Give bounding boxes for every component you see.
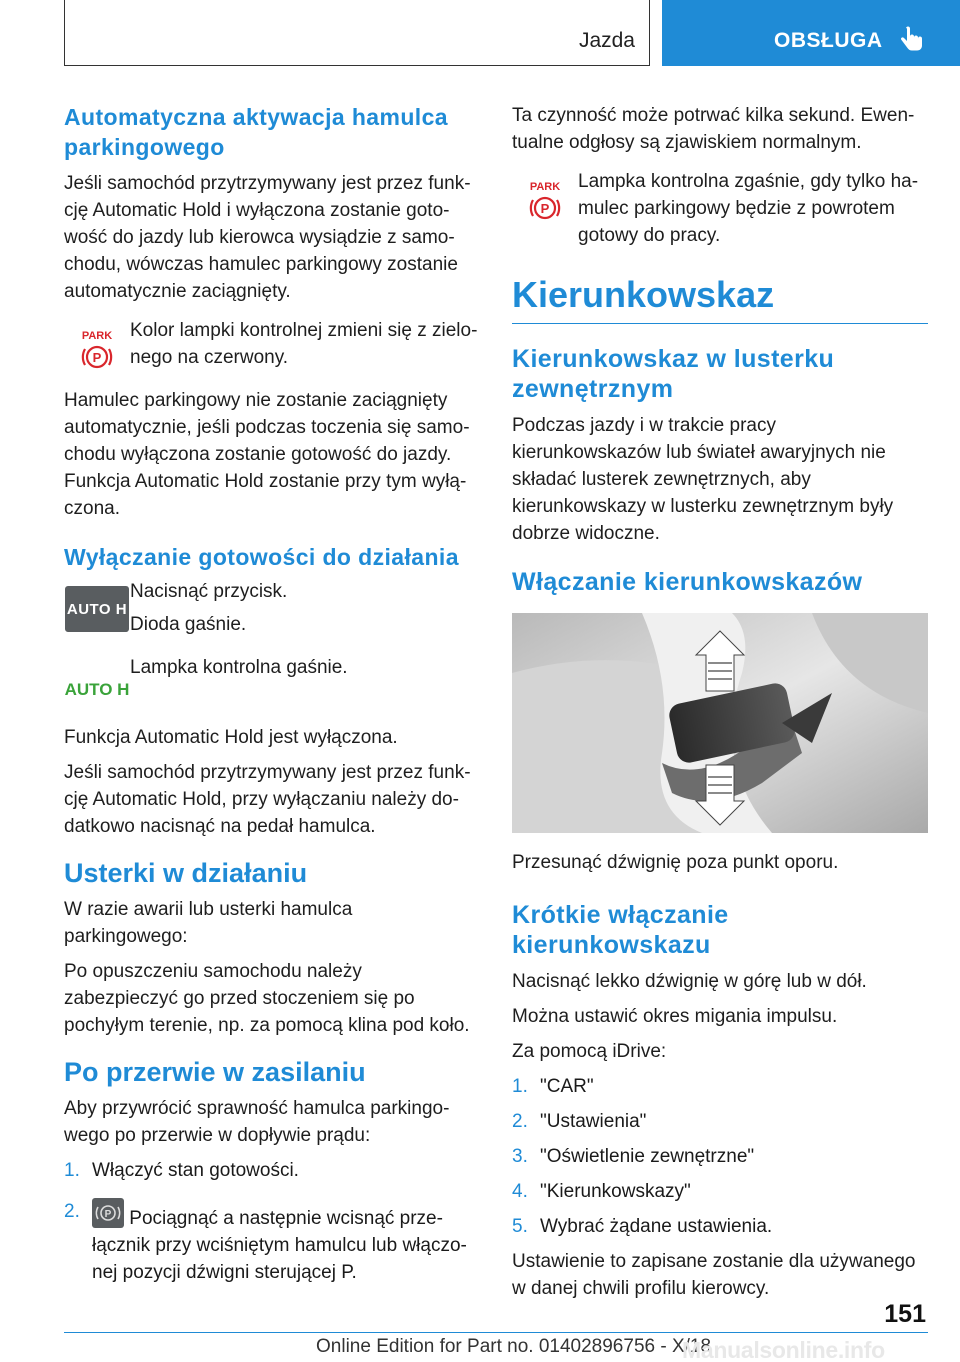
auto-h-lamp-row [64,654,478,700]
left-column [64,102,478,1286]
auto-hold-paragraph-2: Hamulec parkingowy nie zostanie zaciągnięty automatycznie, jeśli podczas toczenia się samochodu wyłączona zostanie gotowość do jazdy. Funkcja Automatic Hold zostanie przy tym wyłączona. [64,390,470,519]
park-note-text: Kolor lampki kontrolnej zmieni się z zielonego na czerwony. [130,320,478,368]
power-heading: Po przerwie w zasilaniu [64,1057,366,1087]
turn-signal-heading: Kierunkowskaz [512,274,775,315]
short-paragraph-2: Można ustawić okres migania impulsu. [512,1006,838,1027]
lever-caption: Przesunąć dźwignię poza punkt oporu. [512,852,839,873]
list-item [64,1198,478,1286]
press-button-text: Nacisnąć przycisk. [130,581,288,602]
footer-edition: Online Edition for Part no. 01402896756 - X/18 [316,1336,712,1357]
step-text: Wybrać żądane ustawienia. [540,1216,773,1237]
step-number: 1. [512,1076,528,1097]
park-icon-slot [512,168,578,249]
auto-h-button-row [64,578,478,638]
svg-text:P: P [540,201,550,216]
short-paragraph-1: Nacisnąć lekko dźwignię w górę lub w dół. [512,971,867,992]
auto-h-lamp-slot [64,654,130,700]
turn-signal-lever-image [512,613,928,833]
park-note-text: Lampka kontrolna zgaśnie, gdy tylko hamulec parkingowy będzie z powrotem gotowy do pracy. [578,171,919,246]
svg-text:PARK: PARK [81,330,113,342]
footer-rule [64,1332,928,1333]
auto-h-lamp-icon: AUTO H [64,680,130,699]
auto-hold-paragraph: Jeśli samochód przytrzymywany jest przez funkcję Automatic Hold i wyłączona zostanie gotowość do jazdy lub kierowca wysiądzie z samochodu, wówczas hamulec parkingowy zostanie automatycznie zaciągnięty. [64,173,471,302]
enable-heading: Włączanie kierunkowskazów [512,568,863,596]
fault-heading: Usterki w działaniu [64,858,308,888]
park-icon-slot [64,317,130,371]
step-number: 2. [512,1111,528,1132]
fault-paragraph-1: W razie awarii lub usterki hamulca parkingowego: [64,899,353,947]
auto-h-button[interactable]: AUTO H [65,586,129,632]
power-steps-list [64,1157,478,1286]
mirror-heading: Kierunkowskaz w lusterku zewnętrznym [512,345,835,403]
svg-text:PARK: PARK [529,181,561,193]
list-item [512,1143,928,1170]
fault-paragraph-2: Po opuszczeniu samochodu należy zabezpieczyć go przed stoczeniem się po pochyłym terenie, np. za pomocą klina pod koło. [64,961,470,1036]
list-item [512,1213,928,1240]
list-item [64,1157,478,1184]
step-number: 1. [64,1160,80,1181]
header-section-box [64,0,650,66]
page-number: 151 [884,1300,926,1328]
final-paragraph: Ustawienie to zapisane zostanie dla używanego w danej chwili profilu kierowcy. [512,1251,916,1299]
auto-hold-heading: Automatyczna aktywacja hamulca parkingowego [64,104,448,160]
step-text: "Ustawienia" [540,1111,647,1132]
mirror-paragraph: Podczas jazdy i w trakcie pracy kierunkowskazów lub świateł awaryjnych nie składać lusterek zewnętrznych, aby kierunkowskazy w lusterku zewnętrznym były dobrze widoczne. [512,415,894,544]
lever-illustration [512,613,928,833]
short-paragraph-3: Za pomocą iDrive: [512,1041,667,1062]
disabled-paragraph-2: Jeśli samochód przytrzymywany jest przez funkcję Automatic Hold, przy wyłączaniu należy dodatkowo nacisnąć na pedał hamulca. [64,762,471,837]
step-number: 3. [512,1146,528,1167]
park-note-row-right [512,168,928,249]
park-note-row [64,317,478,371]
led-off-text: Dioda gaśnie. [130,614,247,635]
watermark: Manualsonline.info [682,1337,885,1362]
auto-h-button-text [130,578,478,638]
lamp-off-text: Lampka kontrolna gaśnie. [130,657,348,678]
list-item [512,1178,928,1205]
step-text: Włączyć stan gotowości. [92,1160,299,1181]
park-brake-icon [525,178,565,222]
step-number: 4. [512,1181,528,1202]
auto-h-button-slot [64,578,130,638]
parking-brake-switch-icon [92,1198,124,1228]
step-number: 2. [64,1201,80,1222]
right-column [512,102,928,1302]
svg-text:P: P [92,350,102,365]
heading-rule [512,323,928,324]
section-title: Jazda [578,29,635,52]
short-signal-heading: Krótkie włączanie kierunkowskazu [512,901,729,959]
idrive-steps-list [512,1073,928,1240]
continued-paragraph: Ta czynność może potrwać kilka sekund. Ewentualne odgłosy są zjawiskiem normalnym. [512,105,915,153]
list-item [512,1108,928,1135]
step-number: 5. [512,1216,528,1237]
step-text: "CAR" [540,1076,594,1097]
chapter-label: OBSŁUGA [774,29,883,52]
step-text-wrap [92,1198,478,1286]
disable-heading: Wyłączanie gotowości do działania [64,544,459,570]
step-text: "Kierunkowskazy" [540,1181,691,1202]
step-text: Pociągnąć a następnie wcisnąć przełącznik przy wciśniętym hamulcu lub włączonej pozycji dźwigni sterującej P. [92,1208,467,1283]
step-text: "Oświetlenie zewnętrzne" [540,1146,755,1167]
park-brake-icon [77,327,117,371]
chapter-tab[interactable] [662,0,960,66]
power-paragraph: Aby przywrócić sprawność hamulca parkingowego po przerwie w dopływie prądu: [64,1098,450,1146]
disabled-paragraph: Funkcja Automatic Hold jest wyłączona. [64,727,398,748]
hand-pointer-icon [898,26,924,56]
svg-text:P: P [104,1209,112,1220]
list-item [512,1073,928,1100]
